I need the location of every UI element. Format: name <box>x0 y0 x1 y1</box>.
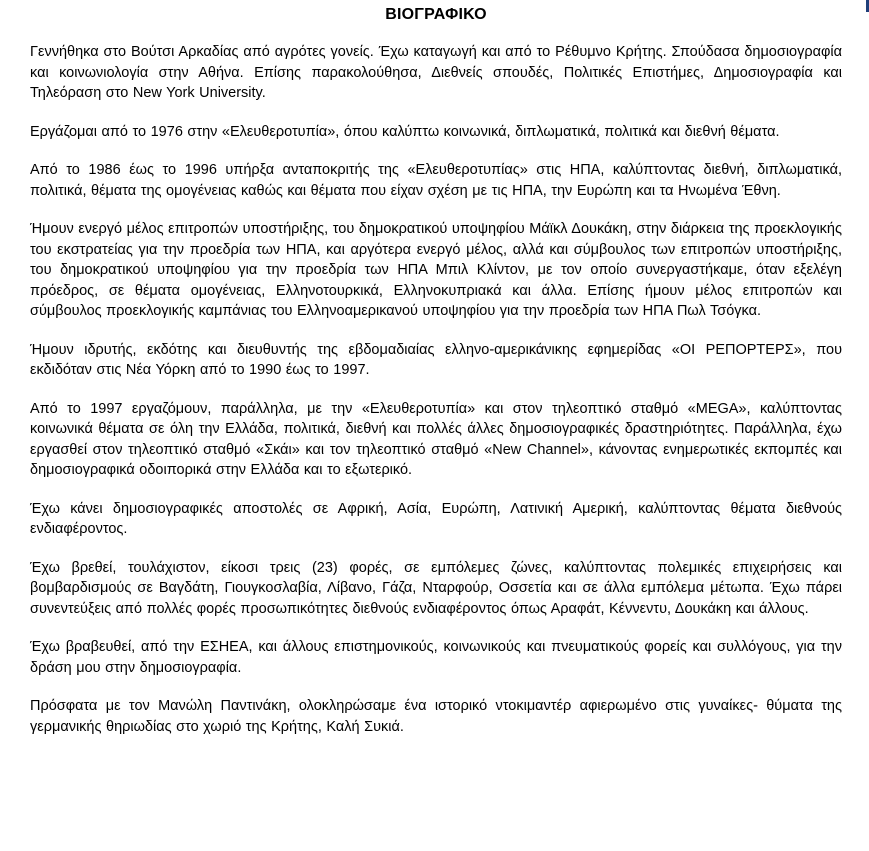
document-title: ΒΙΟΓΡΑΦΙΚΟ <box>385 6 487 23</box>
paragraph-reporters-newspaper: Ήμουν ιδρυτής, εκδότης και διευθυντής της εβδομαδιαίας ελληνο-αμερικάνικης εφημερίδας «ΟΙ ΡΕΠΟΡΤΕΡΣ», που εκδιδόταν στις Νέα Υόρκη από το 1990 έως το 1997. <box>30 341 842 378</box>
paragraph-documentary: Πρόσφατα με τον Μανώλη Παντινάκη, ολοκληρώσαμε ένα ιστορικό ντοκιμαντέρ αφιερωμένο στις γυναίκες- θύματα της γερμανικής θηριωδίας στο χωριό της Κρήτης, Καλή Συκιά. <box>30 698 842 735</box>
paragraph-awards: Έχω βραβευθεί, από την ΕΣΗΕΑ, και άλλους επιστημονικούς, κοινωνικούς και πνευματικούς φορείς και συλλόγους, για την δράση μου στην δημοσιογραφία. <box>30 639 842 676</box>
paragraph-television: Από το 1997 εργαζόμουν, παράλληλα, με την «Ελευθεροτυπία» και στον τηλεοπτικό σταθμό «MEGA», καλύπτοντας κοινωνικά θέματα σε όλη την Ελλάδα, πολιτικά, διεθνή και πολλές άλλες δημοσιογραφικές δραστηριότητες. Παράλληλα, έχω εργασθεί στον τηλεοπτικό σταθμό «Σκάι» και τον τηλεοπτικό σταθμό «New Channel», κάνοντας ενημερωτικές εκπομπές και δημοσιογραφικά οδοιπορικά στην Ελλάδα και το εξωτερικό. <box>30 400 842 478</box>
paragraph-missions: Έχω κάνει δημοσιογραφικές αποστολές σε Αφρική, Ασία, Ευρώπη, Λατινική Αμερική, καλύπτοντας θέματα διεθνούς ενδιαφέροντος. <box>30 500 842 537</box>
paragraph-usa-correspondent: Από το 1986 έως το 1996 υπήρξα ανταποκριτής της «Ελευθεροτυπίας» στις ΗΠΑ, καλύπτοντας διεθνή, διπλωματικά, πολιτικά, θέματα της ομογένειας καθώς και θέματα που είχαν σχέση με τις ΗΠΑ, την Ευρώπη και τα Ηνωμένα Έθνη. <box>30 162 842 199</box>
paragraph-eleftherotypia: Εργάζομαι από το 1976 στην «Ελευθεροτυπία», όπου καλύπτω κοινωνικά, διπλωματικά, πολιτικά και διεθνή θέματα. <box>30 123 780 140</box>
paragraph-campaigns: Ήμουν ενεργό μέλος επιτροπών υποστήριξης, του δημοκρατικού υποψηφίου Μάϊκλ Δουκάκη, στην διάρκεια της προεκλογικής του εκστρατείας για την προεδρία των ΗΠΑ, και αργότερα ενεργό μέλος, αλλά και σύμβουλος των επιτροπών υποστήριξης, του δημοκρατικού υποψηφίου για την προεδρία των ΗΠΑ Μπιλ Κλίντον, με τον οποίο συνεργαστήκαμε, όταν εξελέγη πρόεδρος, σε θέματα ομογένειας, Ελληνοτουρκικά, Ελληνοκυπριακά και άλλα. Επίσης ήμουν μέλος επιτροπών και σύμβουλος προεκλογικής καμπάνιας του Ελληνοαμερικανού υποψηφίου για την προεδρία των ΗΠΑ Πωλ Τσόγκα. <box>30 221 842 319</box>
paragraph-war-zones: Έχω βρεθεί, τουλάχιστον, είκοσι τρεις (23) φορές, σε εμπόλεμες ζώνες, καλύπτοντας πολεμικές επιχειρήσεις και βομβαρδισμούς σε Βαγδάτη, Γιουγκοσλαβία, Λίβανο, Γάζα, Νταρφούρ, Οσσετία και σε άλλα εμπόλεμα μέτωπα. Έχω πάρει συνεντεύξεις από πολλές φορές προσωπικότητες διεθνούς ενδιαφέροντος όπως Αραφάτ, Κέννεντυ, Δουκάκη και άλλους. <box>30 559 842 617</box>
document-body <box>30 0 842 755</box>
paragraph-education: Γεννήθηκα στο Βούτσι Αρκαδίας από αγρότες γονείς. Έχω καταγωγή και από το Ρέθυμνο Κρήτης. Σπούδασα δημοσιογραφία και κοινωνιολογία στην Αθήνα. Επίσης παρακολούθησα, Διεθνείς σπουδές, Πολιτικές Επιστήμες, Δημοσιογραφία και Τηλεόραση στο New York University. <box>30 44 842 101</box>
